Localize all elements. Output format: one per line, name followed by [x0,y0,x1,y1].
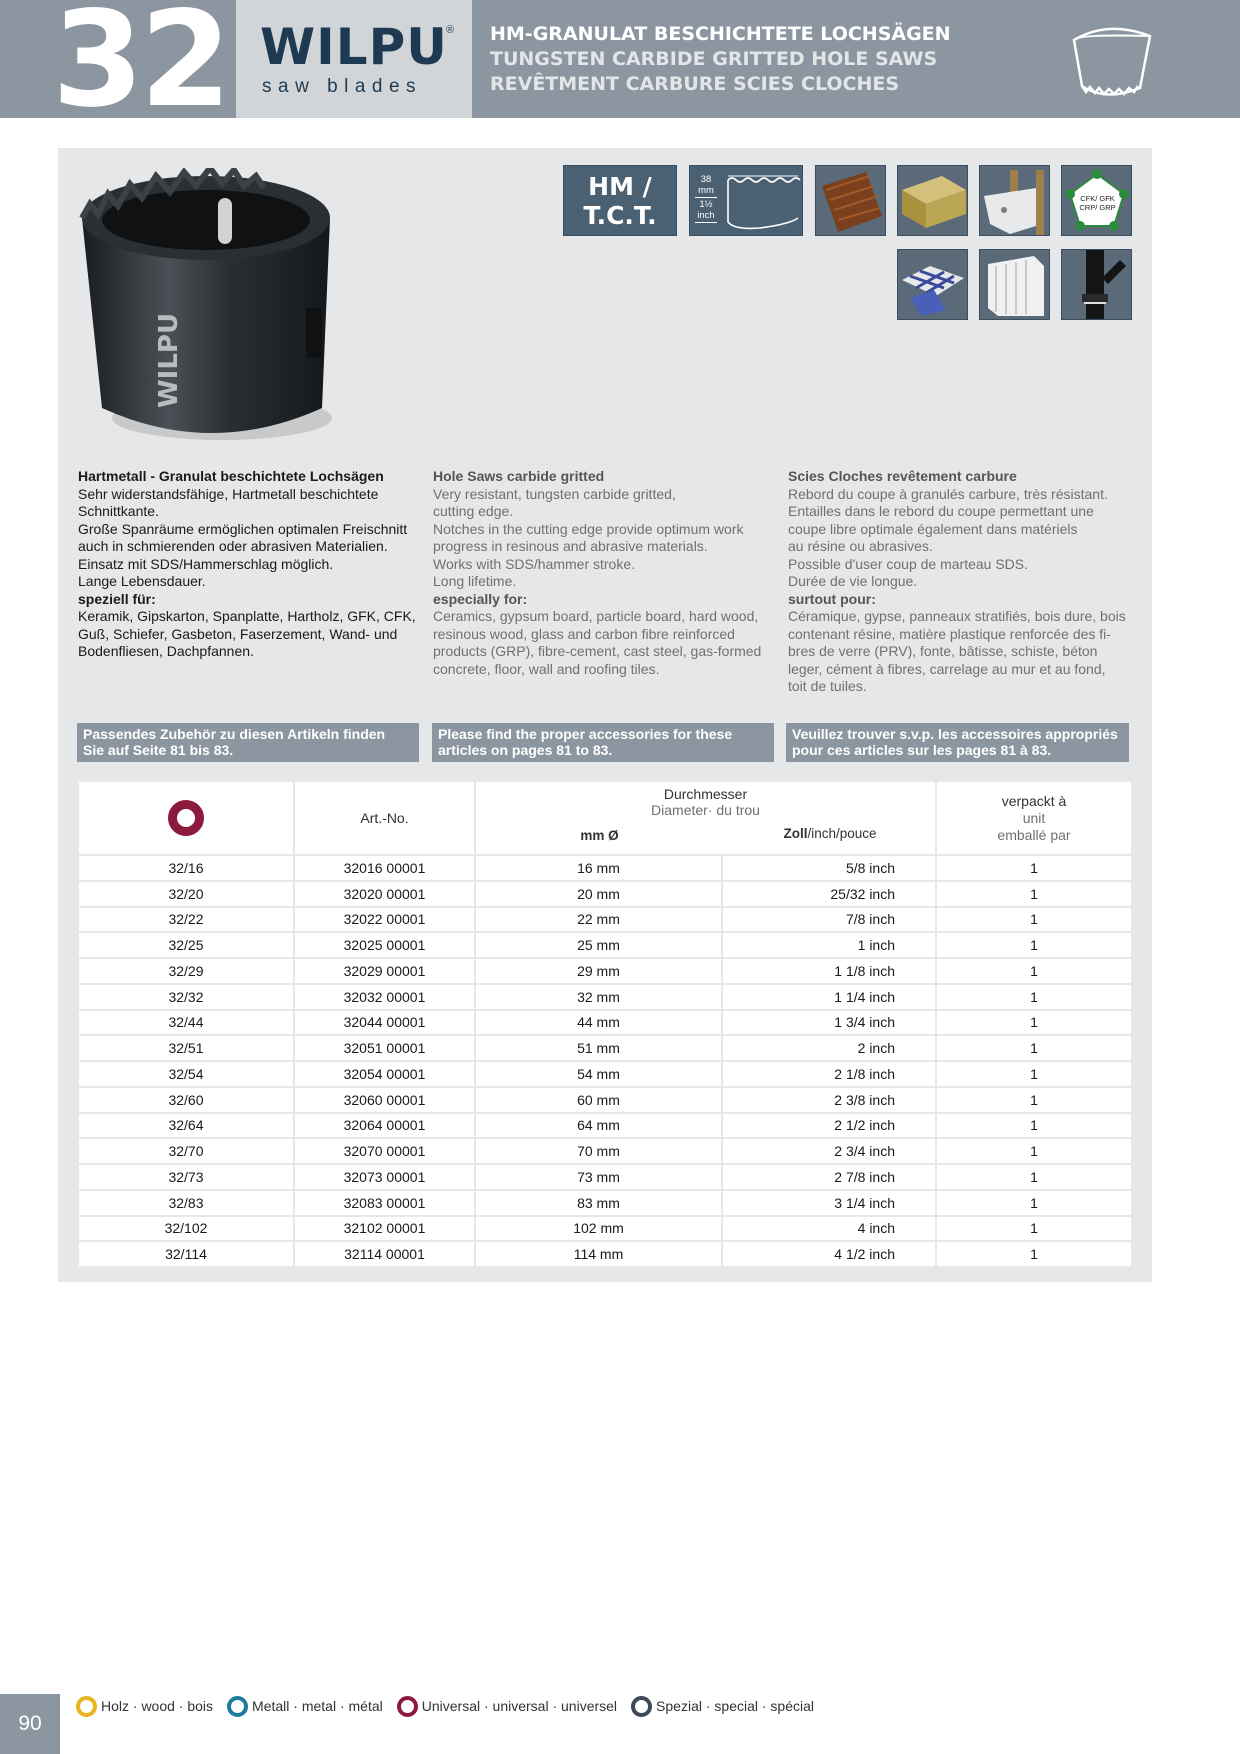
row-diameter-mm: 44 mm [475,1010,722,1036]
row-code: 32/64 [79,1113,294,1139]
row-quantity: 1 [936,1138,1131,1164]
hole-saw-product-photo [72,168,352,458]
header-unit-fr: emballé par [997,826,1071,843]
chapter-number: 32 [52,0,228,137]
description-english [433,468,773,678]
header-inch [723,826,937,841]
header-unit-de: verpackt à [1001,792,1067,809]
row-diameter-mm: 32 mm [475,984,722,1010]
row-diameter-inch: 5/8 inch [722,855,936,881]
header-unit-en: unit [1022,809,1046,826]
row-code: 32/44 [79,1010,294,1036]
table-row [79,958,1131,984]
row-quantity: 1 [936,1010,1131,1036]
row-diameter-mm: 29 mm [475,958,722,984]
table-header-row [79,782,1131,855]
row-quantity: 1 [936,1087,1131,1113]
legend-label: Holz · wood · bois [101,1698,214,1714]
row-quantity: 1 [936,1035,1131,1061]
row-art-no: 32060 00001 [294,1087,475,1113]
svg-text:WILPU: WILPU [154,312,184,408]
row-code: 32/54 [79,1061,294,1087]
tiles-material-icon [897,249,968,320]
wood-material-icon [815,165,886,236]
description-en-special-label: especially for: [433,590,528,607]
row-art-no: 32083 00001 [294,1190,475,1216]
legend-ring-icon [227,1696,248,1717]
row-diameter-mm: 16 mm [475,855,722,881]
table-row [79,1087,1131,1113]
brand-logo [236,0,472,118]
header-mm: mm Ø [580,828,619,843]
accessories-note-german: Passendes Zubehör zu diesen Artikeln finden Sie auf Seite 81 bis 83. [77,723,419,762]
description-en-body: Very resistant, tungsten carbide gritted, cutting edge. Notches in the cutting edge provide optimum work progress in resinous and abrasive materials. Works with SDS/hammer stroke. Long lifetime. [433,485,744,589]
description-fr-body: Rebord du coupe à granulés carbure, très résistant. Entailles dans le rebord du coupe permettant une coupe libre optimale également dans matériels au résine ou abrasives. Possible d'user coup de marteau SDS. Durée de vie longue. [788,485,1108,589]
description-de-body: Sehr widerstandsfähige, Hartmetall beschichtete Schnittkante. Große Spanräume ermöglichen optimalen Freischnitt auch in schmierenden oder abrasiven Materialien. Einsatz mit SDS/Hammerschlag möglich. Lange Lebensdauer. [78,485,408,589]
row-art-no: 32054 00001 [294,1061,475,1087]
row-diameter-inch: 2 3/8 inch [722,1087,936,1113]
description-fr-special-label: surtout pour: [788,590,876,607]
row-diameter-mm: 83 mm [475,1190,722,1216]
header-inch-bold: Zoll [783,826,808,841]
table-row [79,881,1131,907]
row-art-no: 32016 00001 [294,855,475,881]
material-badge-tct [563,165,677,236]
table-row [79,1138,1131,1164]
description-de-heading: Hartmetall - Granulat beschichtete Lochsägen [78,468,384,484]
description-french [788,468,1133,696]
universal-ring-icon [168,800,204,836]
depth-inch-value: 1½ [699,199,713,210]
row-diameter-inch: 1 inch [722,932,936,958]
table-row [79,1061,1131,1087]
depth-mm-value: 38 [700,174,712,185]
gypsum-board-icon [979,165,1050,236]
row-art-no: 32044 00001 [294,1010,475,1036]
description-de-special-text: Keramik, Gipskarton, Spanplatte, Hartholz, GFK, CFK, Guß, Schiefer, Gasbeton, Faserzement, Wand- und Bodenfliesen, Dachpfannen. [78,608,416,659]
row-diameter-inch: 2 7/8 inch [722,1164,936,1190]
legend-label: Universal · universal · universel [421,1698,618,1714]
row-quantity: 1 [936,932,1131,958]
row-quantity: 1 [936,1061,1131,1087]
row-diameter-mm: 70 mm [475,1138,722,1164]
legend-label: Spezial · special · spécial [656,1698,815,1714]
row-code: 32/32 [79,984,294,1010]
table-row [79,907,1131,933]
legend-ring-icon [397,1696,418,1717]
header-diameter [475,782,936,855]
row-diameter-inch: 1 1/4 inch [722,984,936,1010]
row-diameter-mm: 114 mm [475,1241,722,1267]
description-en-heading: Hole Saws carbide gritted [433,468,605,484]
row-diameter-mm: 60 mm [475,1087,722,1113]
row-diameter-mm: 64 mm [475,1113,722,1139]
category-legend [76,1694,828,1718]
table-row [79,1035,1131,1061]
row-diameter-inch: 2 3/4 inch [722,1138,936,1164]
row-code: 32/51 [79,1035,294,1061]
row-code: 32/102 [79,1216,294,1242]
row-diameter-inch: 1 1/8 inch [722,958,936,984]
accessories-note-french: Veuillez trouver s.v.p. les accessoires appropriés pour ces articles sur les pages 81 à 83. [786,723,1129,762]
row-diameter-mm: 73 mm [475,1164,722,1190]
logo-registered-mark: ® [446,24,455,36]
row-code: 32/16 [79,855,294,881]
row-code: 32/73 [79,1164,294,1190]
particle-board-icon [897,165,968,236]
page-number: 90 [0,1694,60,1754]
row-diameter-mm: 51 mm [475,1035,722,1061]
row-quantity: 1 [936,958,1131,984]
row-quantity: 1 [936,984,1131,1010]
legend-item [227,1696,383,1717]
row-diameter-mm: 22 mm [475,907,722,933]
header-art-no: Art.-No. [294,782,475,855]
table-row [79,1241,1131,1267]
page-header [0,0,1240,137]
row-art-no: 32073 00001 [294,1164,475,1190]
description-de-special-label: speziell für: [78,590,156,607]
logo-tagline: saw blades [262,76,423,97]
table-row [79,984,1131,1010]
row-art-no: 32020 00001 [294,881,475,907]
row-code: 32/22 [79,907,294,933]
description-fr-special-text: Céramique, gypse, panneaux stratifiés, bois dure, bois contenant résine, matière plastique renforcée des fi- bres de verre (PRV), fonte, bâtisse, schiste, béton leger, cément à fibres, carrelage au mur et au fond, toit de tuiles. [788,608,1126,694]
row-diameter-mm: 25 mm [475,932,722,958]
accessories-note-english: Please find the proper accessories for these articles on pages 81 to 83. [432,723,774,762]
logo-wordmark: WILPU [260,18,448,76]
row-code: 32/29 [79,958,294,984]
row-quantity: 1 [936,1216,1131,1242]
row-art-no: 32029 00001 [294,958,475,984]
row-diameter-inch: 7/8 inch [722,907,936,933]
page-title [490,22,951,97]
row-art-no: 32114 00001 [294,1241,475,1267]
table-row [79,932,1131,958]
row-quantity: 1 [936,1113,1131,1139]
title-french: REVÊTMENT CARBURE SCIES CLOCHES [490,73,900,95]
composite-crp-grp-icon [1061,165,1132,236]
cutting-depth-badge [689,165,803,236]
row-quantity: 1 [936,1164,1131,1190]
row-diameter-inch: 4 inch [722,1216,936,1242]
row-diameter-inch: 2 1/8 inch [722,1061,936,1087]
row-diameter-mm: 102 mm [475,1216,722,1242]
cast-pipe-icon [1061,249,1132,320]
universal-ring-cell [79,782,294,855]
row-code: 32/114 [79,1241,294,1267]
header-diameter-de: Durchmesser [663,786,748,802]
table-row [79,1164,1131,1190]
row-art-no: 32051 00001 [294,1035,475,1061]
legend-ring-icon [631,1696,652,1717]
row-code: 32/60 [79,1087,294,1113]
title-english: TUNGSTEN CARBIDE GRITTED HOLE SAWS [490,48,938,70]
row-diameter-inch: 2 1/2 inch [722,1113,936,1139]
table-body [79,855,1131,1267]
cutting-depth-icon [690,166,804,237]
row-art-no: 32032 00001 [294,984,475,1010]
row-art-no: 32102 00001 [294,1216,475,1242]
row-diameter-inch: 25/32 inch [722,881,936,907]
row-diameter-inch: 3 1/4 inch [722,1190,936,1216]
row-code: 32/83 [79,1190,294,1216]
description-fr-heading: Scies Cloches revêtement carbure [788,468,1017,484]
aerated-concrete-icon [979,249,1050,320]
table-row [79,1010,1131,1036]
row-quantity: 1 [936,881,1131,907]
row-quantity: 1 [936,907,1131,933]
row-diameter-mm: 54 mm [475,1061,722,1087]
row-art-no: 32070 00001 [294,1138,475,1164]
row-diameter-inch: 4 1/2 inch [722,1241,936,1267]
material-badge-text: HM / T.C.T. [583,172,657,230]
row-diameter-inch: 1 3/4 inch [722,1010,936,1036]
description-german [78,468,418,661]
legend-item [397,1696,617,1717]
depth-mm-unit: mm [698,185,714,196]
composite-label: CFK/ GFK CRP/ GRP [1079,194,1116,212]
legend-item [76,1696,213,1717]
row-art-no: 32022 00001 [294,907,475,933]
table-row [79,1113,1131,1139]
product-table [79,782,1131,1268]
hole-saw-outline-icon [1062,12,1156,106]
title-german: HM-GRANULAT BESCHICHTETE LOCHSÄGEN [490,23,951,45]
row-quantity: 1 [936,855,1131,881]
row-quantity: 1 [936,1241,1131,1267]
row-art-no: 32025 00001 [294,932,475,958]
header-inch-rest: /inch/pouce [807,826,877,841]
legend-ring-icon [76,1696,97,1717]
row-diameter-mm: 20 mm [475,881,722,907]
row-art-no: 32064 00001 [294,1113,475,1139]
legend-label: Metall · metal · métal [252,1698,383,1714]
legend-item [631,1696,814,1717]
row-code: 32/70 [79,1138,294,1164]
table-row [79,1216,1131,1242]
row-code: 32/20 [79,881,294,907]
row-diameter-inch: 2 inch [722,1035,936,1061]
header-diameter-en-fr: Diameter· du trou [651,802,760,818]
description-en-special-text: Ceramics, gypsum board, particle board, hard wood, resinous wood, glass and carbon fibre reinforced products (GRP), fibre-cement, cast steel, gas-formed concrete, floor, wall and roofing tiles. [433,608,762,677]
depth-inch-unit: inch [697,210,715,221]
table-row [79,1190,1131,1216]
row-quantity: 1 [936,1190,1131,1216]
header-unit [936,782,1131,855]
row-code: 32/25 [79,932,294,958]
table-row [79,855,1131,881]
